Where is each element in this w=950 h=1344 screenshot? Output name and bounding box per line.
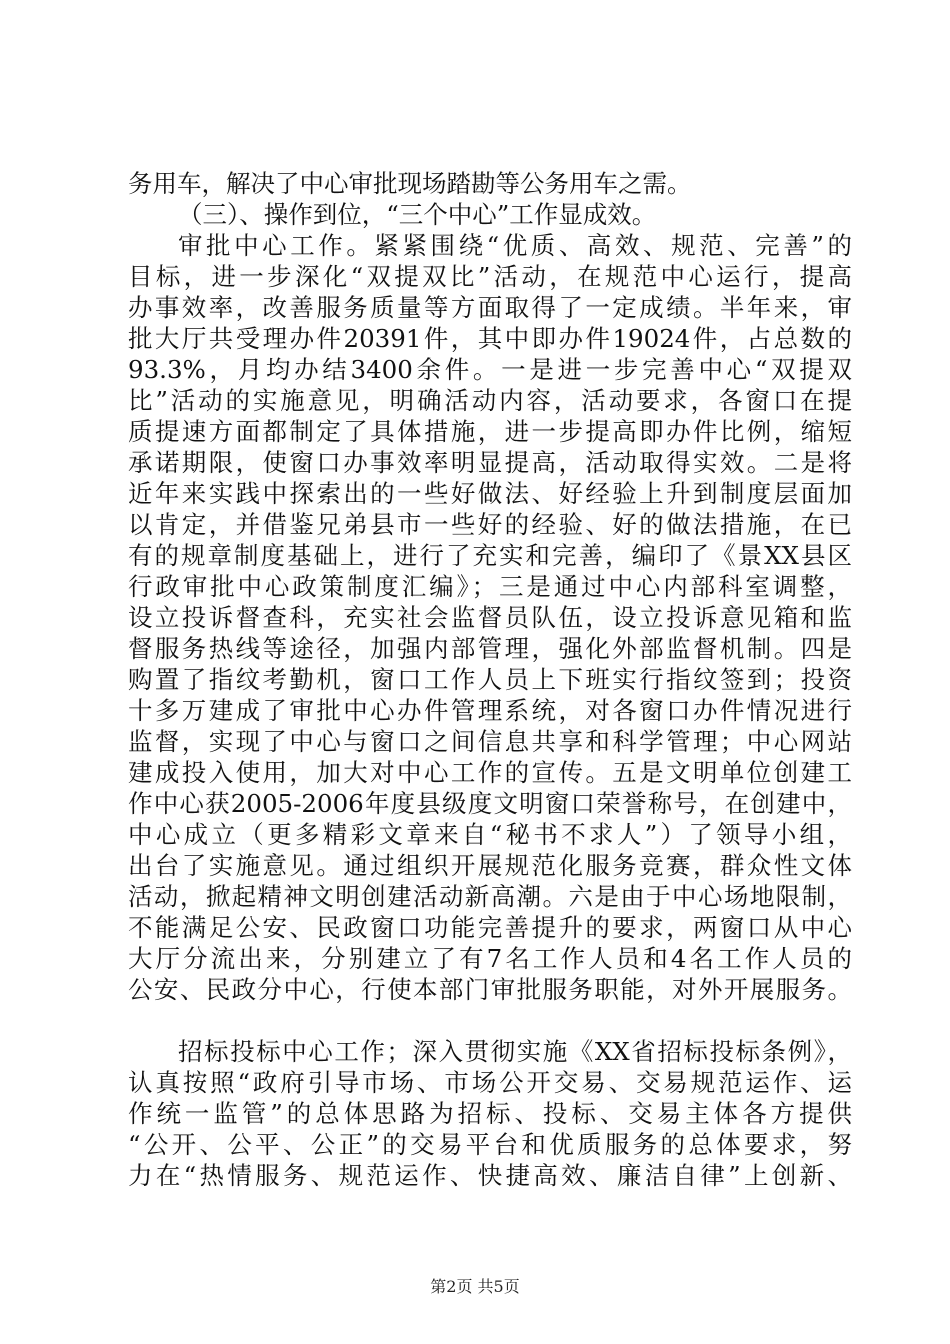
text-line: 质提速方面都制定了具体措施，进一步提高即办件比例，缩短 [128,417,852,446]
text-line: 以肯定，并借鉴兄弟县市一些好的经验、好的做法措施，在已 [128,510,852,539]
paragraph-gap [128,1005,852,1036]
paragraph-start-line: 招标投标中心工作；深入贯彻实施《XX省招标投标条例》， [178,1037,852,1066]
text-line: 办事效率，改善服务质量等方面取得了一定成绩。半年来，审 [128,293,852,322]
text-line: 不能满足公安、民政窗口功能完善提升的要求，两窗口从中心 [128,913,852,942]
text-line: 十多万建成了审批中心办件管理系统，对各窗口办件情况进行 [128,696,852,725]
text-line: 务用车，解决了中心审批现场踏勘等公务用车之需。 [128,169,692,198]
text-line: 活动，掀起精神文明创建活动新高潮。六是由于中心场地限制， [128,882,852,911]
text-line: 督服务热线等途径，加强内部管理，强化外部监督机制。四是 [128,634,852,663]
text-line: 力在“热情服务、规范运作、快捷高效、廉洁自律”上创新、 [128,1161,852,1190]
text-line: 承诺期限，使窗口办事效率明显提高，活动取得实效。二是将 [128,448,852,477]
text-line: 目标，进一步深化“双提双比”活动，在规范中心运行，提高 [128,262,852,291]
paragraph-start-line: 审批中心工作。紧紧围绕“优质、高效、规范、完善”的 [178,231,852,260]
text-line: 作中心获2005-2006年度县级度文明窗口荣誉称号，在创建中， [128,789,852,818]
text-line: 监督，实现了中心与窗口之间信息共享和科学管理；中心网站 [128,727,852,756]
text-line: 设立投诉督查科，充实社会监督员队伍，设立投诉意见箱和监 [128,603,852,632]
text-line: 购置了指纹考勤机，窗口工作人员上下班实行指纹签到；投资 [128,665,852,694]
text-line: 作统一监管”的总体思路为招标、投标、交易主体各方提供 [128,1099,852,1128]
text-line: 中心成立（更多精彩文章来自“秘书不求人”）了领导小组， [128,820,852,849]
text-line: 近年来实践中探索出的一些好做法、好经验上升到制度层面加 [128,479,852,508]
text-line: 大厅分流出来，分别建立了有7名工作人员和4名工作人员的 [128,944,852,973]
text-line: “公开、公平、公正”的交易平台和优质服务的总体要求，努 [128,1130,852,1159]
page-number-footer: 第2页 共5页 [430,1277,520,1296]
text-line: 出台了实施意见。通过组织开展规范化服务竞赛，群众性文体 [128,851,852,880]
text-line: 93.3%，月均办结3400余件。一是进一步完善中心“双提双 [128,355,852,384]
text-line: 批大厅共受理办件20391件，其中即办件19024件，占总数的 [128,324,852,353]
section-heading: （三）、操作到位，“三个中心”工作显成效。 [178,200,657,229]
text-line: 有的规章制度基础上，进行了充实和完善，编印了《景XX县区 [128,541,852,570]
body-text [128,168,852,1191]
text-line: 认真按照“政府引导市场、市场公开交易、交易规范运作、运 [128,1068,852,1097]
text-line: 比”活动的实施意见，明确活动内容，活动要求，各窗口在提 [128,386,852,415]
text-line: 行政审批中心政策制度汇编》；三是通过中心内部科室调整， [128,572,852,601]
text-line: 公安、民政分中心，行使本部门审批服务职能，对外开展服务。 [128,975,852,1004]
text-line: 建成投入使用，加大对中心工作的宣传。五是文明单位创建工 [128,758,852,787]
